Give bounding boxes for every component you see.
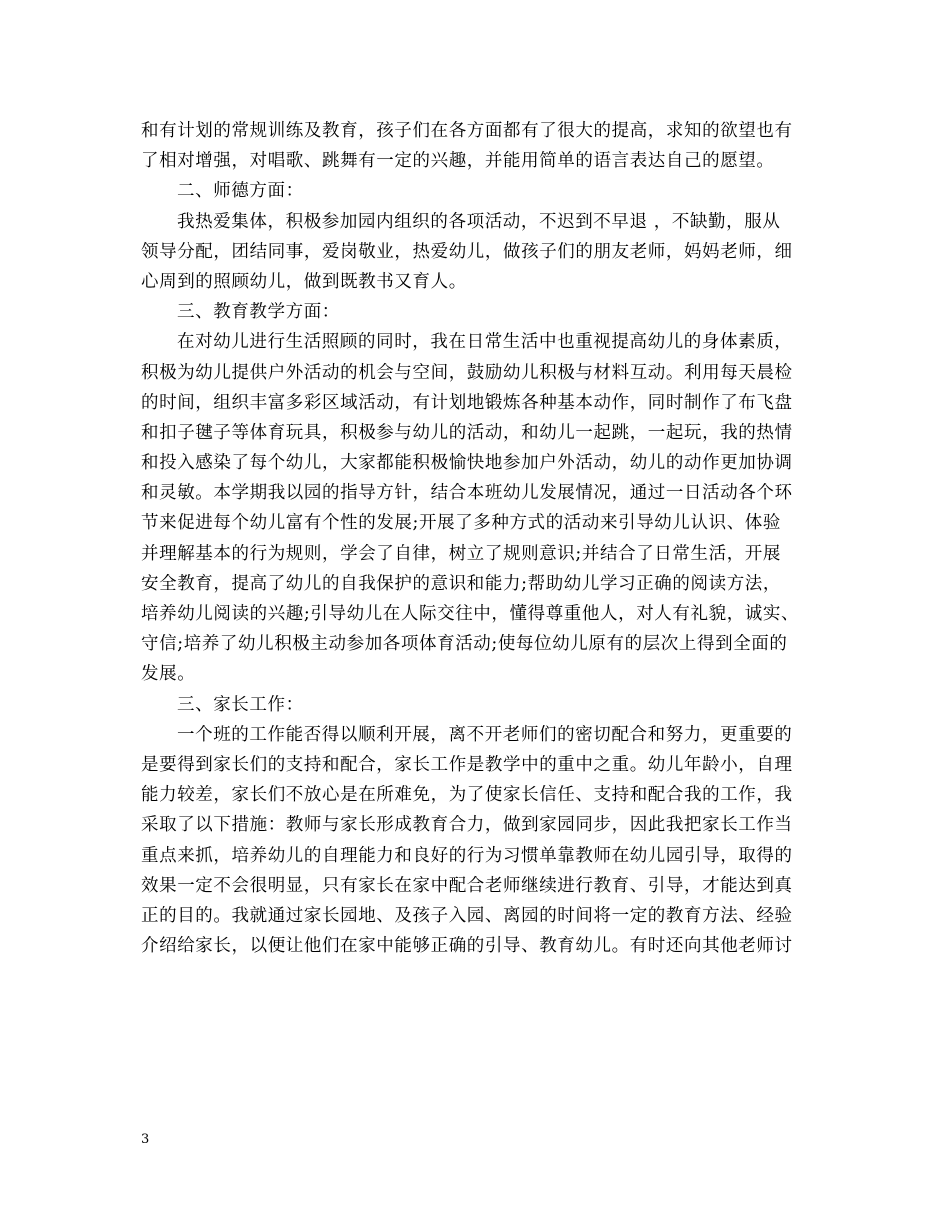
text-line: 培养幼儿阅读的兴趣;引导幼儿在人际交往中，懂得尊重他人，对人有礼貌，诚实、 bbox=[141, 604, 800, 624]
document-body bbox=[141, 116, 827, 961]
text-line: 我热爱集体，积极参加园内组织的各项活动，不迟到不早退 ，不缺勤，服从 bbox=[177, 211, 781, 232]
text-line: 了相对增强，对唱歌、跳舞有一定的兴趣，并能用简单的语言表达自己的愿望。 bbox=[141, 151, 775, 172]
text-line: 和灵敏。本学期我以园的指导方针，结合本班幼儿发展情况，通过一日活动各个环 bbox=[141, 483, 793, 504]
text-line: 介绍给家长，以便让他们在家中能够正确的引导、教育幼儿。有时还向其他老师讨 bbox=[141, 936, 793, 957]
text-line: 心周到的照顾幼儿，做到既教书又育人。 bbox=[141, 271, 467, 292]
text-line: 能力较差，家长们不放心是在所难免，为了使家长信任、支持和配合我的工作，我 bbox=[141, 785, 793, 806]
text-line: 积极为幼儿提供户外活动的机会与空间，鼓励幼儿积极与材料互动。利用每天晨检 bbox=[141, 362, 793, 383]
text-line: 节来促进每个幼儿富有个性的发展;开展了多种方式的活动来引导幼儿认识、体验 bbox=[141, 513, 781, 534]
page-number: 3 bbox=[141, 1132, 150, 1147]
text-line: 守信;培养了幼儿积极主动参加各项体育活动;使每位幼儿原有的层次上得到全面的 bbox=[141, 634, 788, 655]
text-line: 三、家长工作： bbox=[177, 694, 304, 715]
text-line: 和扣子毽子等体育玩具，积极参与幼儿的活动，和幼儿一起跳，一起玩，我的热情 bbox=[141, 422, 793, 443]
text-line: 和投入感染了每个幼儿，大家都能积极愉快地参加户外活动，幼儿的动作更加协调 bbox=[141, 453, 793, 474]
text-line: 领导分配，团结同事，爱岗敬业，热爱幼儿，做孩子们的朋友老师，妈妈老师，细 bbox=[141, 241, 793, 262]
text-line: 是要得到家长们的支持和配合，家长工作是教学中的重中之重。幼儿年龄小，自理 bbox=[141, 754, 793, 775]
text-line: 和有计划的常规训练及教育，孩子们在各方面都有了很大的提高，求知的欲望也有 bbox=[141, 121, 793, 141]
text-line: 一个班的工作能否得以顺利开展，离不开老师们的密切配合和努力，更重要的 bbox=[177, 724, 793, 745]
text-line: 二、师德方面： bbox=[177, 181, 304, 202]
text-line: 的时间，组织丰富多彩区域活动，有计划地锻炼各种基本动作，同时制作了布飞盘 bbox=[141, 392, 793, 413]
text-line: 安全教育，提高了幼儿的自我保护的意识和能力;帮助幼儿学习正确的阅读方法， bbox=[141, 573, 781, 594]
text-line: 采取了以下措施：教师与家长形成教育合力，做到家园同步，因此我把家长工作当 bbox=[141, 815, 793, 836]
text-line: 并理解基本的行为规则，学会了自律，树立了规则意识;并结合了日常生活，开展 bbox=[141, 543, 781, 564]
text-line: 重点来抓，培养幼儿的自理能力和良好的行为习惯单靠教师在幼儿园引导，取得的 bbox=[141, 845, 793, 866]
text-line: 发展。 bbox=[141, 664, 196, 685]
text-line: 效果一定不会很明显，只有家长在家中配合老师继续进行教育、引导，才能达到真 bbox=[141, 875, 793, 896]
text-line: 在对幼儿进行生活照顾的同时，我在日常生活中也重视提高幼儿的身体素质， bbox=[177, 332, 793, 353]
text-line: 正的目的。我就通过家长园地、及孩子入园、离园的时间将一定的教育方法、经验 bbox=[141, 905, 793, 926]
text-line: 三、教育教学方面： bbox=[177, 302, 340, 323]
